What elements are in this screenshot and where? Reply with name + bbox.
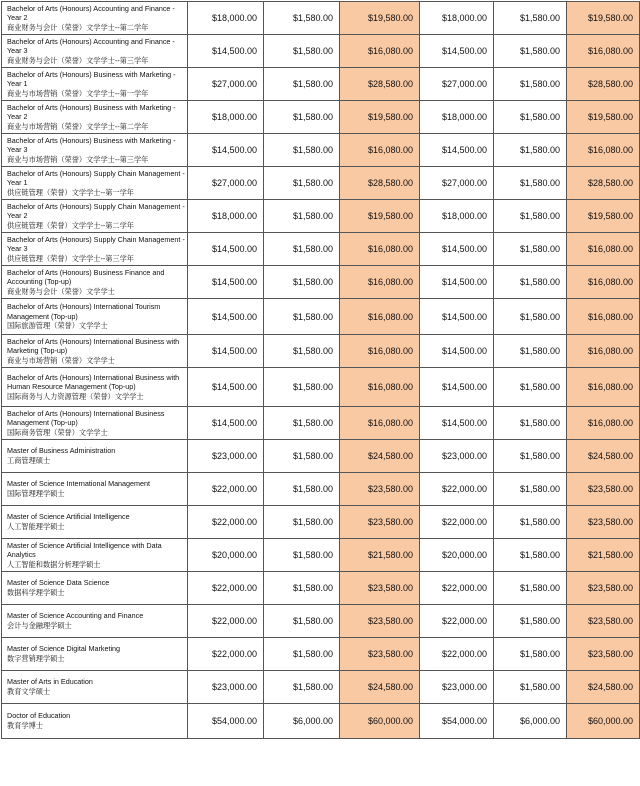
tuition-fee-cell-2: $14,500.00	[420, 299, 494, 335]
program-name-cell	[2, 704, 188, 739]
other-fee-cell-2: $1,580.00	[494, 638, 567, 671]
table-row	[2, 572, 640, 605]
program-name-cell	[2, 68, 188, 101]
program-name-cn: 商业与市场营销（荣誉）文学学士--第一学年	[7, 88, 149, 98]
other-fee-cell: $1,580.00	[264, 134, 340, 167]
total-fee-cell-2: $19,580.00	[567, 101, 640, 134]
total-fee-cell: $16,080.00	[340, 134, 420, 167]
table-row	[2, 2, 640, 35]
tuition-fee-cell: $18,000.00	[188, 200, 264, 233]
program-name-en: Master of Science Data Science	[7, 578, 110, 588]
other-fee-cell: $1,580.00	[264, 101, 340, 134]
other-fee-cell: $1,580.00	[264, 638, 340, 671]
program-name-cn: 会计与金融理学硕士	[7, 621, 72, 630]
program-name-cn: 供应链管理（荣誉）文学学士--第一学年	[7, 187, 134, 197]
total-fee-cell-2: $21,580.00	[567, 539, 640, 572]
program-name-en: Bachelor of Arts (Honours) International Tourism Management (Top-up)	[7, 302, 161, 321]
tuition-fee-cell-2: $22,000.00	[420, 605, 494, 638]
program-name-cell	[2, 2, 188, 35]
total-fee-cell: $16,080.00	[340, 233, 420, 266]
program-name-cell	[2, 473, 188, 506]
table-row	[2, 35, 640, 68]
other-fee-cell: $1,580.00	[264, 572, 340, 605]
other-fee-cell-2: $1,580.00	[494, 200, 567, 233]
program-name-en: Bachelor of Arts (Honours) International Business with Human Resource Management (Top-up)	[7, 372, 180, 392]
table-row	[2, 167, 640, 200]
table-row	[2, 506, 640, 539]
program-name-en: Master of Arts in Education	[7, 677, 93, 687]
program-name-cn: 商业与市场营销（荣誉）文学学士--第二学年	[7, 121, 149, 131]
program-name-en: Master of Science Artificial Intelligence with Data Analytics	[7, 540, 162, 560]
table-row	[2, 473, 640, 506]
total-fee-cell: $23,580.00	[340, 506, 420, 539]
total-fee-cell: $24,580.00	[340, 671, 420, 704]
table-row	[2, 266, 640, 299]
tuition-fee-cell-2: $23,000.00	[420, 440, 494, 473]
program-name-en: Bachelor of Arts (Honours) Supply Chain Management - Year 2	[7, 201, 185, 221]
other-fee-cell-2: $1,580.00	[494, 266, 567, 299]
total-fee-cell: $23,580.00	[340, 473, 420, 506]
other-fee-cell-2: $1,580.00	[494, 506, 567, 539]
tuition-fee-cell-2: $14,500.00	[420, 35, 494, 68]
program-name-en: Master of Business Administration	[7, 446, 116, 456]
other-fee-cell-2: $1,580.00	[494, 368, 567, 407]
tuition-fee-cell: $23,000.00	[188, 671, 264, 704]
total-fee-cell: $24,580.00	[340, 440, 420, 473]
program-name-cn: 人工智能和数据分析理学硕士	[7, 559, 101, 569]
program-name-cn: 数据科学理学硕士	[7, 588, 65, 597]
other-fee-cell: $6,000.00	[264, 704, 340, 739]
program-name-en: Bachelor of Arts (Honours) Supply Chain Management - Year 1	[7, 168, 185, 188]
tuition-fee-cell: $14,500.00	[188, 266, 264, 299]
program-name-cn: 供应链管理（荣誉）文学学士--第二学年	[7, 220, 134, 230]
tuition-fee-cell-2: $14,500.00	[420, 134, 494, 167]
tuition-fee-cell: $14,500.00	[188, 233, 264, 266]
program-name-cell	[2, 335, 188, 368]
total-fee-cell-2: $24,580.00	[567, 671, 640, 704]
program-name-cell	[2, 134, 188, 167]
tuition-fee-cell-2: $22,000.00	[420, 506, 494, 539]
total-fee-cell-2: $23,580.00	[567, 506, 640, 539]
tuition-fee-cell: $27,000.00	[188, 167, 264, 200]
other-fee-cell: $1,580.00	[264, 473, 340, 506]
total-fee-cell: $16,080.00	[340, 266, 420, 299]
program-name-cn: 商业财务与会计（荣誉）文学学士	[7, 286, 115, 296]
table-row	[2, 299, 640, 335]
total-fee-cell: $28,580.00	[340, 68, 420, 101]
other-fee-cell: $1,580.00	[264, 200, 340, 233]
table-row	[2, 407, 640, 440]
other-fee-cell-2: $1,580.00	[494, 167, 567, 200]
table-row	[2, 200, 640, 233]
total-fee-cell-2: $16,080.00	[567, 266, 640, 299]
other-fee-cell-2: $1,580.00	[494, 299, 567, 335]
program-name-cn: 国际管理理学硕士	[7, 489, 65, 498]
other-fee-cell-2: $1,580.00	[494, 134, 567, 167]
program-name-cn: 商业与市场营销（荣誉）文学学士--第三学年	[7, 154, 149, 164]
tuition-fee-cell: $23,000.00	[188, 440, 264, 473]
total-fee-cell-2: $16,080.00	[567, 407, 640, 440]
total-fee-cell-2: $23,580.00	[567, 605, 640, 638]
program-name-cell	[2, 35, 188, 68]
other-fee-cell: $1,580.00	[264, 68, 340, 101]
program-name-en: Master of Science International Management	[7, 479, 151, 489]
other-fee-cell-2: $6,000.00	[494, 704, 567, 739]
tuition-fee-cell: $18,000.00	[188, 2, 264, 35]
other-fee-cell: $1,580.00	[264, 506, 340, 539]
program-name-en: Bachelor of Arts (Honours) Business with Marketing - Year 3	[7, 135, 176, 155]
tuition-fee-cell: $22,000.00	[188, 506, 264, 539]
tuition-fee-cell: $14,500.00	[188, 134, 264, 167]
other-fee-cell-2: $1,580.00	[494, 572, 567, 605]
tuition-fee-cell-2: $27,000.00	[420, 68, 494, 101]
total-fee-cell: $19,580.00	[340, 200, 420, 233]
other-fee-cell: $1,580.00	[264, 407, 340, 440]
program-name-en: Bachelor of Arts (Honours) Business with Marketing - Year 1	[7, 69, 176, 89]
total-fee-cell: $23,580.00	[340, 638, 420, 671]
table-row	[2, 704, 640, 739]
total-fee-cell-2: $28,580.00	[567, 167, 640, 200]
total-fee-cell-2: $16,080.00	[567, 299, 640, 335]
other-fee-cell-2: $1,580.00	[494, 671, 567, 704]
tuition-fee-cell: $27,000.00	[188, 68, 264, 101]
table-row	[2, 539, 640, 572]
total-fee-cell-2: $16,080.00	[567, 233, 640, 266]
tuition-fee-cell: $14,500.00	[188, 368, 264, 407]
tuition-fee-cell-2: $14,500.00	[420, 335, 494, 368]
other-fee-cell-2: $1,580.00	[494, 35, 567, 68]
other-fee-cell-2: $1,580.00	[494, 473, 567, 506]
table-row	[2, 134, 640, 167]
other-fee-cell-2: $1,580.00	[494, 68, 567, 101]
program-name-en: Bachelor of Arts (Honours) Supply Chain Management - Year 3	[7, 234, 185, 254]
program-name-cell	[2, 407, 188, 440]
table-row	[2, 335, 640, 368]
total-fee-cell: $16,080.00	[340, 335, 420, 368]
other-fee-cell-2: $1,580.00	[494, 605, 567, 638]
total-fee-cell: $16,080.00	[340, 35, 420, 68]
program-name-cell	[2, 101, 188, 134]
program-name-cell	[2, 539, 188, 572]
table-row	[2, 638, 640, 671]
program-name-cn: 教育文学硕士	[7, 687, 51, 696]
table-row	[2, 233, 640, 266]
other-fee-cell-2: $1,580.00	[494, 440, 567, 473]
program-name-cell	[2, 368, 188, 407]
other-fee-cell-2: $1,580.00	[494, 2, 567, 35]
total-fee-cell-2: $28,580.00	[567, 68, 640, 101]
other-fee-cell-2: $1,580.00	[494, 539, 567, 572]
tuition-fee-cell-2: $22,000.00	[420, 638, 494, 671]
tuition-fee-cell-2: $27,000.00	[420, 167, 494, 200]
program-name-cn: 国际商务与人力资源管理（荣誉）文学学士	[7, 391, 144, 401]
program-name-en: Bachelor of Arts (Honours) International Business with Marketing (Top-up)	[7, 336, 180, 356]
program-name-cn: 商业财务与会计（荣誉）文学学士--第三学年	[7, 55, 149, 65]
program-name-en: Bachelor of Arts (Honours) Accounting and Finance - Year 3	[7, 36, 175, 56]
total-fee-cell: $60,000.00	[340, 704, 420, 739]
tuition-fee-cell: $14,500.00	[188, 299, 264, 335]
program-name-cn: 商业与市场营销（荣誉）文学学士	[7, 355, 115, 365]
other-fee-cell: $1,580.00	[264, 335, 340, 368]
other-fee-cell: $1,580.00	[264, 671, 340, 704]
total-fee-cell-2: $23,580.00	[567, 473, 640, 506]
other-fee-cell: $1,580.00	[264, 368, 340, 407]
total-fee-cell: $21,580.00	[340, 539, 420, 572]
tuition-fee-cell: $22,000.00	[188, 638, 264, 671]
total-fee-cell-2: $16,080.00	[567, 335, 640, 368]
total-fee-cell-2: $60,000.00	[567, 704, 640, 739]
table-row	[2, 368, 640, 407]
program-name-cn: 国际商务管理（荣誉）文学学士	[7, 427, 108, 437]
tuition-fee-cell-2: $18,000.00	[420, 101, 494, 134]
other-fee-cell: $1,580.00	[264, 605, 340, 638]
total-fee-cell-2: $16,080.00	[567, 35, 640, 68]
total-fee-cell: $23,580.00	[340, 605, 420, 638]
other-fee-cell-2: $1,580.00	[494, 407, 567, 440]
tuition-fee-cell: $14,500.00	[188, 35, 264, 68]
tuition-fee-cell: $14,500.00	[188, 335, 264, 368]
other-fee-cell-2: $1,580.00	[494, 335, 567, 368]
other-fee-cell-2: $1,580.00	[494, 233, 567, 266]
program-name-cn: 数字营销理学硕士	[7, 654, 65, 663]
tuition-fee-cell-2: $22,000.00	[420, 572, 494, 605]
tuition-fee-cell-2: $54,000.00	[420, 704, 494, 739]
fee-table	[1, 1, 640, 739]
tuition-fee-cell: $14,500.00	[188, 407, 264, 440]
total-fee-cell: $19,580.00	[340, 101, 420, 134]
tuition-fee-cell: $54,000.00	[188, 704, 264, 739]
total-fee-cell: $16,080.00	[340, 299, 420, 335]
program-name-cell	[2, 605, 188, 638]
other-fee-cell: $1,580.00	[264, 167, 340, 200]
program-name-cell	[2, 233, 188, 266]
total-fee-cell: $23,580.00	[340, 572, 420, 605]
total-fee-cell-2: $16,080.00	[567, 134, 640, 167]
table-row	[2, 671, 640, 704]
program-name-cell	[2, 167, 188, 200]
table-row	[2, 440, 640, 473]
program-name-cn: 人工智能理学硕士	[7, 522, 65, 531]
tuition-fee-cell-2: $18,000.00	[420, 2, 494, 35]
program-name-en: Master of Science Artificial Intelligence	[7, 512, 130, 522]
other-fee-cell: $1,580.00	[264, 440, 340, 473]
tuition-fee-cell-2: $22,000.00	[420, 473, 494, 506]
total-fee-cell: $19,580.00	[340, 2, 420, 35]
tuition-fee-cell-2: $14,500.00	[420, 266, 494, 299]
program-name-cell	[2, 266, 188, 299]
program-name-en: Master of Science Accounting and Finance	[7, 611, 144, 621]
total-fee-cell-2: $19,580.00	[567, 2, 640, 35]
program-name-cell	[2, 200, 188, 233]
program-name-cell	[2, 671, 188, 704]
tuition-fee-cell: $20,000.00	[188, 539, 264, 572]
program-name-en: Bachelor of Arts (Honours) International Business Management (Top-up)	[7, 408, 165, 428]
total-fee-cell-2: $23,580.00	[567, 572, 640, 605]
program-name-en: Bachelor of Arts (Honours) Business Finance and Accounting (Top-up)	[7, 267, 165, 287]
tuition-fee-cell: $22,000.00	[188, 473, 264, 506]
program-name-cell	[2, 638, 188, 671]
program-name-en: Bachelor of Arts (Honours) Accounting and Finance - Year 2	[7, 3, 175, 23]
program-name-cn: 供应链管理（荣誉）文学学士--第三学年	[7, 253, 134, 263]
total-fee-cell-2: $19,580.00	[567, 200, 640, 233]
other-fee-cell: $1,580.00	[264, 2, 340, 35]
program-name-cn: 工商管理硕士	[7, 456, 51, 465]
tuition-fee-cell-2: $14,500.00	[420, 233, 494, 266]
tuition-fee-cell-2: $23,000.00	[420, 671, 494, 704]
other-fee-cell: $1,580.00	[264, 299, 340, 335]
program-name-en: Bachelor of Arts (Honours) Business with Marketing - Year 2	[7, 102, 176, 122]
tuition-fee-cell: $22,000.00	[188, 572, 264, 605]
total-fee-cell: $16,080.00	[340, 407, 420, 440]
other-fee-cell-2: $1,580.00	[494, 101, 567, 134]
tuition-fee-cell-2: $18,000.00	[420, 200, 494, 233]
other-fee-cell: $1,580.00	[264, 233, 340, 266]
program-name-cell	[2, 440, 188, 473]
other-fee-cell: $1,580.00	[264, 266, 340, 299]
tuition-fee-cell-2: $14,500.00	[420, 407, 494, 440]
tuition-fee-cell: $22,000.00	[188, 605, 264, 638]
tuition-fee-cell: $18,000.00	[188, 101, 264, 134]
total-fee-cell-2: $24,580.00	[567, 440, 640, 473]
program-name-cn: 国际旅游管理（荣誉）文学学士	[7, 321, 108, 331]
program-name-cell	[2, 572, 188, 605]
tuition-fee-cell-2: $14,500.00	[420, 368, 494, 407]
total-fee-cell-2: $23,580.00	[567, 638, 640, 671]
other-fee-cell: $1,580.00	[264, 35, 340, 68]
program-name-cell	[2, 506, 188, 539]
table-row	[2, 101, 640, 134]
other-fee-cell: $1,580.00	[264, 539, 340, 572]
program-name-cn: 商业财务与会计（荣誉）文学学士--第二学年	[7, 22, 149, 32]
program-name-cn: 教育学博士	[7, 721, 43, 730]
table-row	[2, 605, 640, 638]
total-fee-cell: $16,080.00	[340, 368, 420, 407]
program-name-cell	[2, 299, 188, 335]
tuition-fee-cell-2: $20,000.00	[420, 539, 494, 572]
fee-table-body	[2, 2, 640, 739]
program-name-en: Master of Science Digital Marketing	[7, 644, 121, 654]
total-fee-cell: $28,580.00	[340, 167, 420, 200]
total-fee-cell-2: $16,080.00	[567, 368, 640, 407]
table-row	[2, 68, 640, 101]
program-name-en: Doctor of Education	[7, 711, 71, 721]
